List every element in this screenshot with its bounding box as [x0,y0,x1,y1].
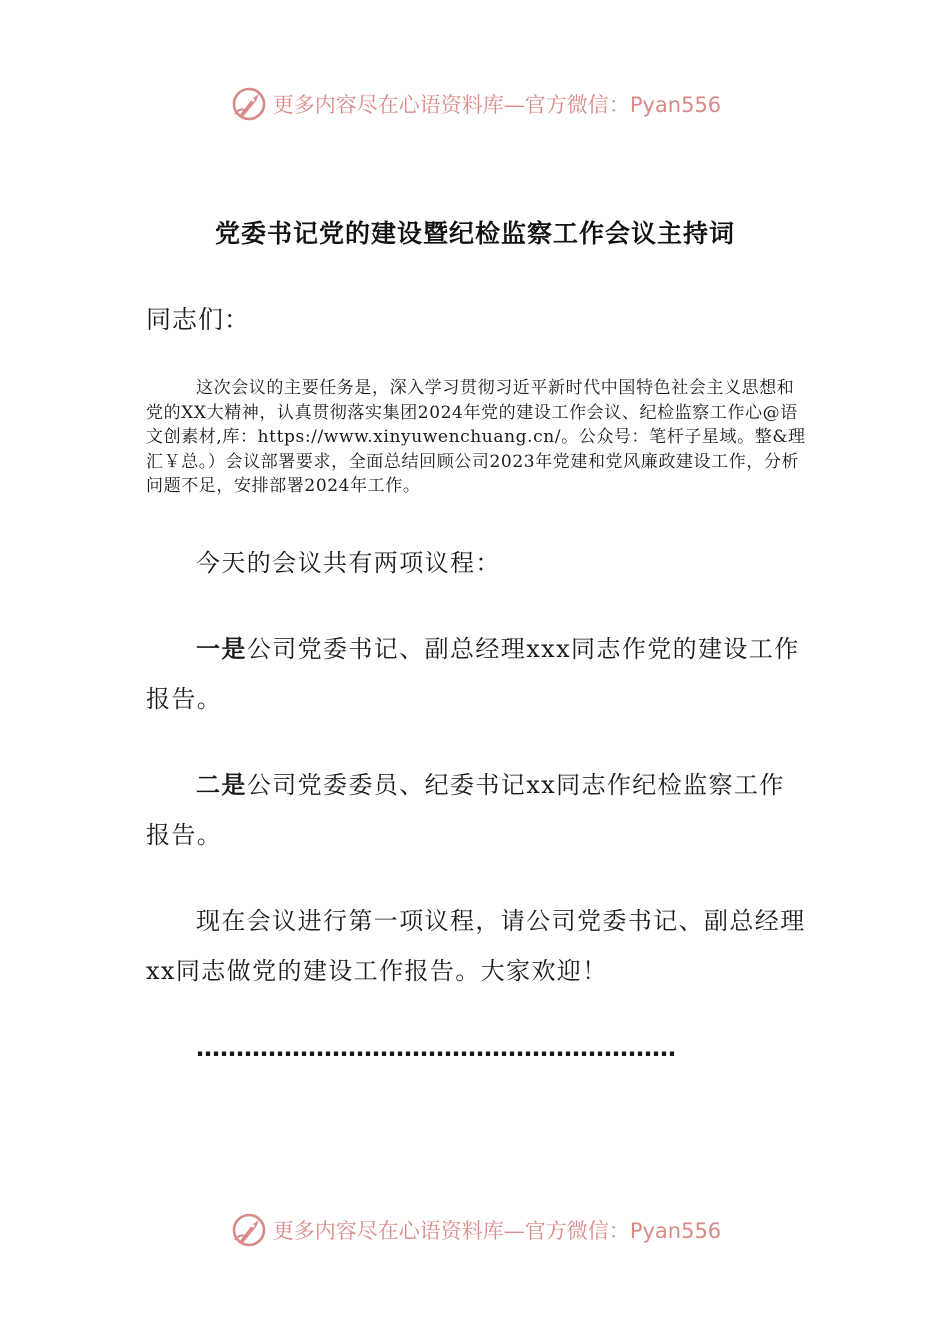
agenda-item-one-text: 公司党委书记、副总经理xxx同志作党的建设工作报告。 [146,635,800,713]
document-title: 党委书记党的建设暨纪检监察工作会议主持词 [214,219,735,248]
agenda-item-two [146,760,808,860]
footer-banner [0,1208,950,1252]
pen-nib-logo-icon [229,1210,269,1250]
banner-wechat-id: Pyan556 [629,93,722,117]
banner-wechat-id: Pyan556 [629,1219,722,1243]
header-banner [0,82,950,126]
agenda-item-two-text: 公司党委委员、纪委书记xx同志作纪检监察工作报告。 [146,771,785,849]
agenda-intro: 今天的会议共有两项议程： [196,549,501,577]
banner-text [273,89,721,119]
intro-paragraph: 这次会议的主要任务是，深入学习贯彻习近平新时代中国特色社会主义思想和党的XX大精神，认真贯彻落实集团2024年党的建设工作会议、纪检监察工作心@语文创素材,库：https://www.xinyuwenchuang.cn/。公众号：笔杆子星域。整&理汇￥总。）会议部署要求，全面总结回顾公司2023年党建和党风廉政建设工作，分析问题不足，安排部署2024年工作。 [146,378,806,496]
agenda-item-one-lead: 一是 [196,635,247,663]
banner-text-cn: 更多内容尽在心语资料库—官方微信： [272,1219,630,1243]
agenda-item-two-lead: 二是 [196,771,247,799]
salutation: 同志们： [146,305,251,334]
agenda-item-one [146,624,808,724]
banner-text-cn: 更多内容尽在心语资料库—官方微信： [272,93,630,117]
banner-text [273,1215,721,1245]
closing-paragraph: 现在会议进行第一项议程，请公司党委书记、副总经理xx同志做党的建设工作报告。大家欢迎！ [146,907,806,985]
pen-nib-logo-icon [229,84,269,124]
ellipsis-line: …………………………………………………… [196,1034,676,1062]
